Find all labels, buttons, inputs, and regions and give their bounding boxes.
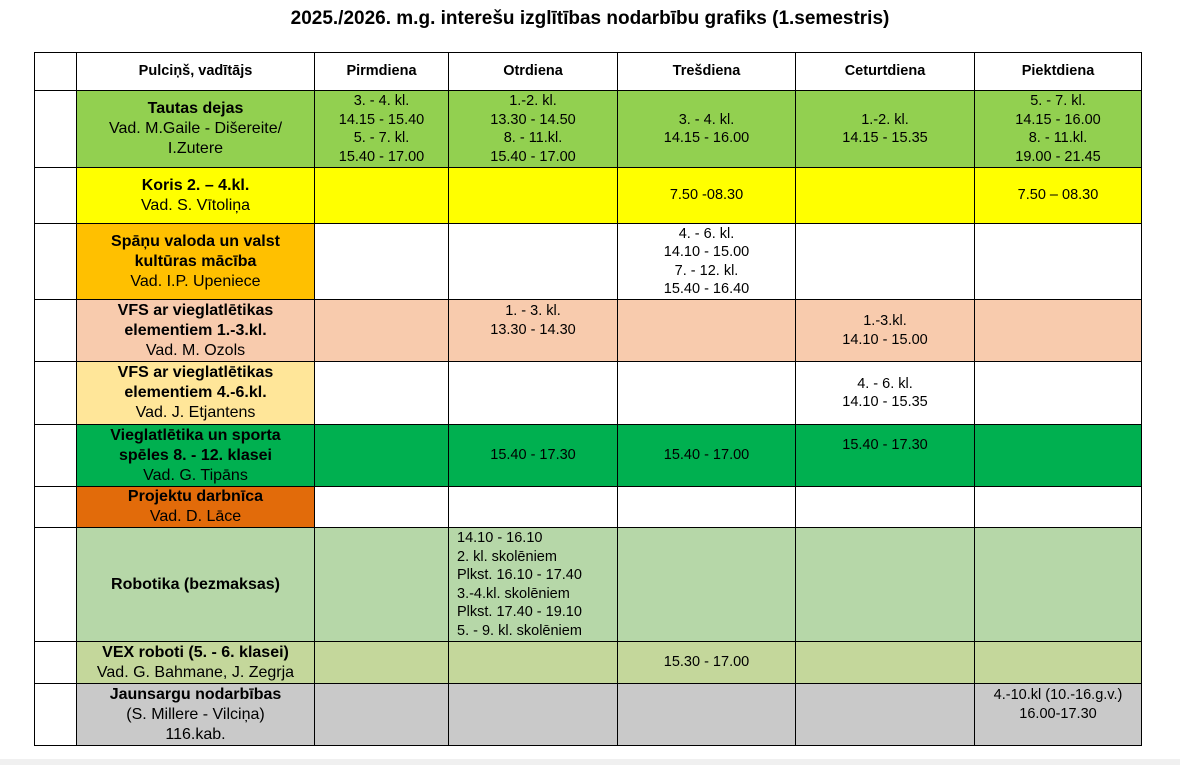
monday-cell <box>315 642 449 684</box>
club-name: elementiem 4.-6.kl. <box>124 384 267 401</box>
index-cell <box>35 684 77 746</box>
table-row-spanu-valoda <box>35 224 1142 300</box>
monday-cell <box>315 362 449 425</box>
club-name: Tautas dejas <box>147 100 244 117</box>
monday-cell <box>315 684 449 746</box>
friday-cell <box>975 168 1142 224</box>
schedule-text: 4. - 6. kl. <box>678 225 735 242</box>
table-row-vfs-1-3 <box>35 300 1142 362</box>
monday-cell <box>315 300 449 362</box>
club-leader: I.Zutere <box>167 140 224 157</box>
index-cell <box>35 224 77 300</box>
schedule-text: 14.10 - 15.35 <box>842 394 928 410</box>
index-cell <box>35 425 77 487</box>
schedule-text: 5. - 7. kl. <box>353 130 410 146</box>
club-name: VFS ar vieglatlētikas <box>117 364 274 381</box>
schedule-text: 2. kl. skolēniem <box>457 548 557 565</box>
wednesday-cell <box>618 487 796 528</box>
schedule-text: 3. - 4. kl. <box>353 93 410 109</box>
table-row-robotika <box>35 528 1142 642</box>
schedule-text: 1.-3.kl. <box>863 313 907 329</box>
club-name: Projektu darbnīca <box>127 488 264 505</box>
tuesday-cell <box>449 528 618 642</box>
club-cell <box>77 362 315 425</box>
schedule-text: 1. - 3. kl. <box>505 303 561 319</box>
schedule-text: 14.15 - 15.40 <box>338 111 425 128</box>
wednesday-cell <box>618 168 796 224</box>
schedule-text: 16.00-17.30 <box>1019 705 1097 722</box>
club-cell <box>77 487 315 528</box>
wednesday-cell <box>618 684 796 746</box>
monday-cell <box>315 487 449 528</box>
monday-cell <box>315 168 449 224</box>
schedule-text: 13.30 - 14.50 <box>490 111 576 128</box>
monday-cell <box>315 91 449 168</box>
schedule-text: 1.-2. kl. <box>861 111 909 128</box>
schedule-text: 14.10 - 15.00 <box>663 244 750 260</box>
thursday-cell <box>796 642 975 684</box>
header-thursday: Ceturtdiena <box>796 53 975 91</box>
schedule-text: 15.40 - 17.00 <box>490 148 576 165</box>
friday-cell <box>975 642 1142 684</box>
monday-cell <box>315 528 449 642</box>
club-name: Robotika (bezmaksas) <box>111 575 280 593</box>
schedule-text: 15.30 - 17.00 <box>663 654 750 671</box>
club-name: Jaunsargu nodarbības <box>109 685 282 703</box>
club-cell <box>77 425 315 487</box>
table-row-tautas-dejas <box>35 91 1142 168</box>
schedule-text: 15.40 - 17.00 <box>338 148 425 165</box>
window-bottom-strip <box>0 759 1180 765</box>
header-tuesday: Otrdiena <box>449 53 618 91</box>
index-cell <box>35 528 77 642</box>
thursday-cell <box>796 224 975 300</box>
thursday-cell <box>796 91 975 168</box>
club-cell <box>77 642 315 684</box>
club-leader: Vad. G. Bahmane, J. Zegrja <box>96 663 295 681</box>
club-leader: Vad. J. Etjantens <box>135 404 256 421</box>
schedule-text: 15.40 - 17.00 <box>663 447 750 464</box>
tuesday-cell <box>449 362 618 425</box>
schedule-table <box>34 52 1142 746</box>
club-name: kultūras mācība <box>134 252 257 270</box>
schedule-text: 3.-4.kl. skolēniem <box>457 585 570 602</box>
schedule-text: 4.-10.kl (10.-16.g.v.) <box>993 687 1123 703</box>
schedule-text: 1.-2. kl. <box>509 93 557 109</box>
club-cell <box>77 684 315 746</box>
club-name: Vieglatlētika un sporta <box>110 426 281 444</box>
club-leader: (S. Millere - Vilciņa) <box>126 705 265 723</box>
tuesday-cell <box>449 425 618 487</box>
thursday-cell <box>796 684 975 746</box>
thursday-cell <box>796 528 975 642</box>
wednesday-cell <box>618 425 796 487</box>
friday-cell <box>975 224 1142 300</box>
schedule-text: 8. - 11.kl. <box>1028 130 1088 146</box>
header-club-leader: Pulciņš, vadītājs <box>77 53 315 91</box>
club-cell <box>77 224 315 300</box>
friday-cell <box>975 362 1142 425</box>
club-cell <box>77 168 315 224</box>
schedule-text: Plkst. 17.40 - 19.10 <box>457 604 582 620</box>
tuesday-cell <box>449 487 618 528</box>
index-header-cell <box>35 53 77 91</box>
table-row-koris <box>35 168 1142 224</box>
friday-cell <box>975 528 1142 642</box>
club-leader: Vad. G. Tipāns <box>143 466 248 484</box>
schedule-text: 15.40 - 16.40 <box>663 281 750 297</box>
table-row-vex-roboti <box>35 642 1142 684</box>
schedule-text: 14.10 - 15.00 <box>842 331 928 348</box>
schedule-text: 7. - 12. kl. <box>674 262 739 279</box>
club-room: 116.kab. <box>165 725 226 743</box>
tuesday-cell <box>449 91 618 168</box>
schedule-text: 4. - 6. kl. <box>857 375 913 392</box>
header-friday: Piektdiena <box>975 53 1142 91</box>
monday-cell <box>315 224 449 300</box>
club-name: VFS ar vieglatlētikas <box>117 301 274 319</box>
friday-cell <box>975 300 1142 362</box>
schedule-text: 3. - 4. kl. <box>678 111 735 128</box>
header-row <box>35 53 1142 91</box>
table-row-vfs-4-6 <box>35 362 1142 425</box>
club-name: elementiem 1.-3.kl. <box>124 321 267 339</box>
thursday-cell <box>796 487 975 528</box>
schedule-text: 15.40 - 17.30 <box>842 437 928 453</box>
schedule-text: 8. - 11.kl. <box>503 130 563 146</box>
club-leader: Vad. M. Ozols <box>145 341 246 359</box>
thursday-cell <box>796 425 975 487</box>
monday-cell <box>315 425 449 487</box>
schedule-text: 14.10 - 16.10 <box>457 530 543 546</box>
table-row-vieglatletika <box>35 425 1142 487</box>
header-wednesday: Trešdiena <box>618 53 796 91</box>
table-row-jaunsargu <box>35 684 1142 746</box>
wednesday-cell <box>618 362 796 425</box>
wednesday-cell <box>618 528 796 642</box>
thursday-cell <box>796 362 975 425</box>
schedule-text: 19.00 - 21.45 <box>1015 148 1101 165</box>
tuesday-cell <box>449 642 618 684</box>
club-name: spēles 8. - 12. klasei <box>119 446 272 464</box>
tuesday-cell <box>449 224 618 300</box>
club-cell <box>77 91 315 168</box>
wednesday-cell <box>618 642 796 684</box>
schedule-text: 7.50 -08.30 <box>669 187 744 204</box>
schedule-text: 14.15 - 16.00 <box>1015 111 1101 128</box>
page-title: 2025./2026. m.g. interešu izglītības nodarbību grafiks (1.semestris) <box>290 8 890 29</box>
wednesday-cell <box>618 300 796 362</box>
schedule-text: 13.30 - 14.30 <box>490 321 576 338</box>
wednesday-cell <box>618 224 796 300</box>
index-cell <box>35 168 77 224</box>
thursday-cell <box>796 168 975 224</box>
schedule-text: 5. - 7. kl. <box>1030 93 1086 109</box>
tuesday-cell <box>449 168 618 224</box>
table-row-projektu-darbnica <box>35 487 1142 528</box>
club-leader: Vad. S. Vītoliņa <box>140 196 251 214</box>
wednesday-cell <box>618 91 796 168</box>
schedule-text: 14.15 - 16.00 <box>663 130 750 146</box>
club-cell <box>77 528 315 642</box>
index-cell <box>35 362 77 425</box>
schedule-text: 15.40 - 17.30 <box>490 447 576 464</box>
schedule-text: Plkst. 16.10 - 17.40 <box>457 567 582 583</box>
index-cell <box>35 91 77 168</box>
tuesday-cell <box>449 684 618 746</box>
index-cell <box>35 300 77 362</box>
friday-cell <box>975 425 1142 487</box>
friday-cell <box>975 487 1142 528</box>
header-monday: Pirmdiena <box>315 53 449 91</box>
thursday-cell <box>796 300 975 362</box>
club-name: Spāņu valoda un valst <box>111 232 280 250</box>
club-leader: Vad. D. Lāce <box>149 508 242 525</box>
schedule-text: 5. - 9. kl. skolēniem <box>457 622 582 639</box>
index-cell <box>35 642 77 684</box>
club-name: Koris 2. – 4.kl. <box>141 176 250 194</box>
schedule-text: 7.50 – 08.30 <box>1017 187 1099 204</box>
tuesday-cell <box>449 300 618 362</box>
club-name: VEX roboti (5. - 6. klasei) <box>102 643 289 661</box>
friday-cell <box>975 684 1142 746</box>
friday-cell <box>975 91 1142 168</box>
index-cell <box>35 487 77 528</box>
schedule-text: 14.15 - 15.35 <box>842 130 928 146</box>
club-leader: Vad. I.P. Upeniece <box>130 272 261 290</box>
club-leader: Vad. M.Gaile - Dišereite/ <box>108 120 283 137</box>
club-cell <box>77 300 315 362</box>
